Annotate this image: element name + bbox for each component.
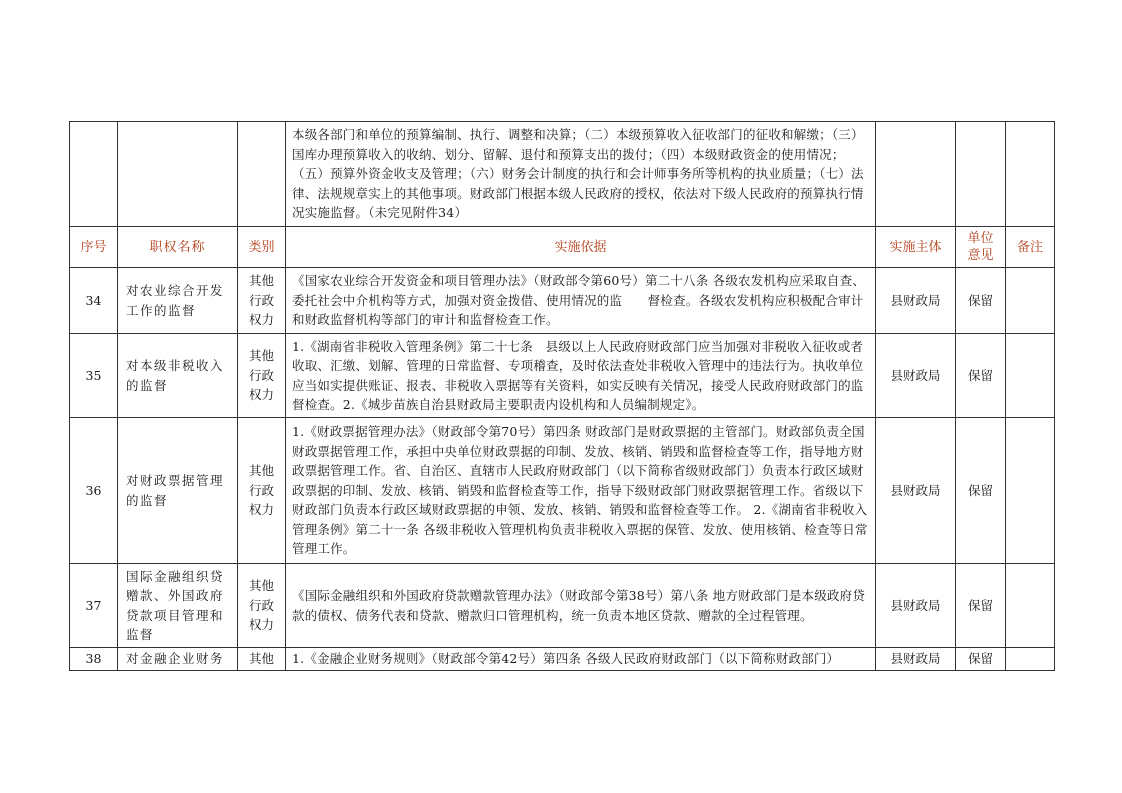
continuation-row (70, 122, 1055, 227)
row-no: 34 (70, 268, 118, 334)
row-subject: 县财政局 (876, 648, 956, 671)
header-remark: 备注 (1006, 227, 1055, 268)
table-row (70, 334, 1055, 418)
continuation-remark-cell (1006, 122, 1055, 227)
continuation-no-cell (70, 122, 118, 227)
row-remark (1006, 334, 1055, 418)
row-opinion: 保留 (956, 648, 1006, 671)
continuation-basis-cell: 本级各部门和单位的预算编制、执行、调整和决算；（二）本级预算收入征收部门的征收和解缴；（三）国库办理预算收入的收纳、划分、留解、退付和预算支出的拨付；（四）本级财政资金的使用情况；（五）预算外资金收支及管理；（六）财务会计制度的执行和会计师事务所等机构的执业质量；（七）法律、法规规章实上的其他事项。财政部门根据本级人民政府的授权，依法对下级人民政府的预算执行情况实施监督。（未完见附件34） (286, 122, 876, 227)
table-row (70, 564, 1055, 648)
header-subject: 实施主体 (876, 227, 956, 268)
row-opinion: 保留 (956, 564, 1006, 648)
table-row (70, 418, 1055, 564)
row-opinion: 保留 (956, 334, 1006, 418)
row-category: 其他 行政 权力 (238, 564, 286, 648)
row-remark (1006, 648, 1055, 671)
row-remark (1006, 418, 1055, 564)
header-category: 类别 (238, 227, 286, 268)
row-basis: 1.《金融企业财务规则》（财政部令第42号）第四条 各级人民政府财政部门（以下简称财政部门） (286, 648, 876, 671)
row-no: 37 (70, 564, 118, 648)
row-name: 对农业综合开发工作的监督 (118, 268, 238, 334)
continuation-category-cell (238, 122, 286, 227)
row-remark (1006, 268, 1055, 334)
continuation-name-cell (118, 122, 238, 227)
row-category: 其他 行政 权力 (238, 418, 286, 564)
row-no: 38 (70, 648, 118, 671)
row-no: 35 (70, 334, 118, 418)
row-name: 对金融企业财务 (118, 648, 238, 671)
header-basis: 实施依据 (286, 227, 876, 268)
row-name: 对本级非税收入的监督 (118, 334, 238, 418)
continuation-subject-cell (876, 122, 956, 227)
header-no: 序号 (70, 227, 118, 268)
row-no: 36 (70, 418, 118, 564)
row-category: 其他 行政 权力 (238, 268, 286, 334)
row-opinion: 保留 (956, 268, 1006, 334)
row-remark (1006, 564, 1055, 648)
row-opinion: 保留 (956, 418, 1006, 564)
row-basis: 《国际金融组织和外国政府贷款赠款管理办法》（财政部令第38号）第八条 地方财政部门是本级政府贷款的债权、债务代表和贷款、赠款归口管理机构，统一负责本地区贷款、赠款的全过程管理。 (286, 564, 876, 648)
row-subject: 县财政局 (876, 564, 956, 648)
table-row (70, 648, 1055, 671)
row-basis: 《国家农业综合开发资金和项目管理办法》（财政部令第60号）第二十八条 各级农发机构应采取自查、委托社会中介机构等方式，加强对资金拨借、使用情况的监 督检查。各级农发机构应积极配合审计和财政监督机构等部门的审计和监督检查工作。 (286, 268, 876, 334)
row-subject: 县财政局 (876, 268, 956, 334)
row-subject: 县财政局 (876, 334, 956, 418)
row-basis: 1.《湖南省非税收入管理条例》第二十七条 县级以上人民政府财政部门应当加强对非税收入征收或者收取、汇缴、划解、管理的日常监督、专项稽查，及时依法查处非税收入管理中的违法行为。执收单位应当如实提供账证、报表、非税收入票据等有关资料，如实反映有关情况，接受人民政府财政部门的监督检查。2.《城步苗族自治县财政局主要职责内设机构和人员编制规定》。 (286, 334, 876, 418)
continuation-opinion-cell (956, 122, 1006, 227)
table-row (70, 268, 1055, 334)
row-name: 国际金融组织贷赠款、外国政府贷款项目管理和监督 (118, 564, 238, 648)
header-opinion: 单位 意见 (956, 227, 1006, 268)
row-category: 其他 行政 权力 (238, 334, 286, 418)
authority-table (69, 121, 1055, 671)
row-subject: 县财政局 (876, 418, 956, 564)
header-name: 职权名称 (118, 227, 238, 268)
row-category: 其他 (238, 648, 286, 671)
row-name: 对财政票据管理的监督 (118, 418, 238, 564)
row-basis: 1.《财政票据管理办法》（财政部令第70号）第四条 财政部门是财政票据的主管部门。财政部负责全国财政票据管理工作，承担中央单位财政票据的印制、发放、核销、销毁和监督检查等工作，指导地方财政票据管理工作。省、自治区、直辖市人民政府财政部门（以下简称省级财政部门）负责本行政区域财政票据的印制、发放、核销、销毁和监督检查等工作，指导下级财政部门财政票据管理工作。省级以下财政部门负责本行政区域财政票据的申领、发放、核销、销毁和监督检查等工作。 2.《湖南省非税收入管理条例》第二十一条 各级非税收入管理机构负责非税收入票据的保管、发放、使用核销、检查等日常管理工作。 (286, 418, 876, 564)
header-row (70, 227, 1055, 268)
